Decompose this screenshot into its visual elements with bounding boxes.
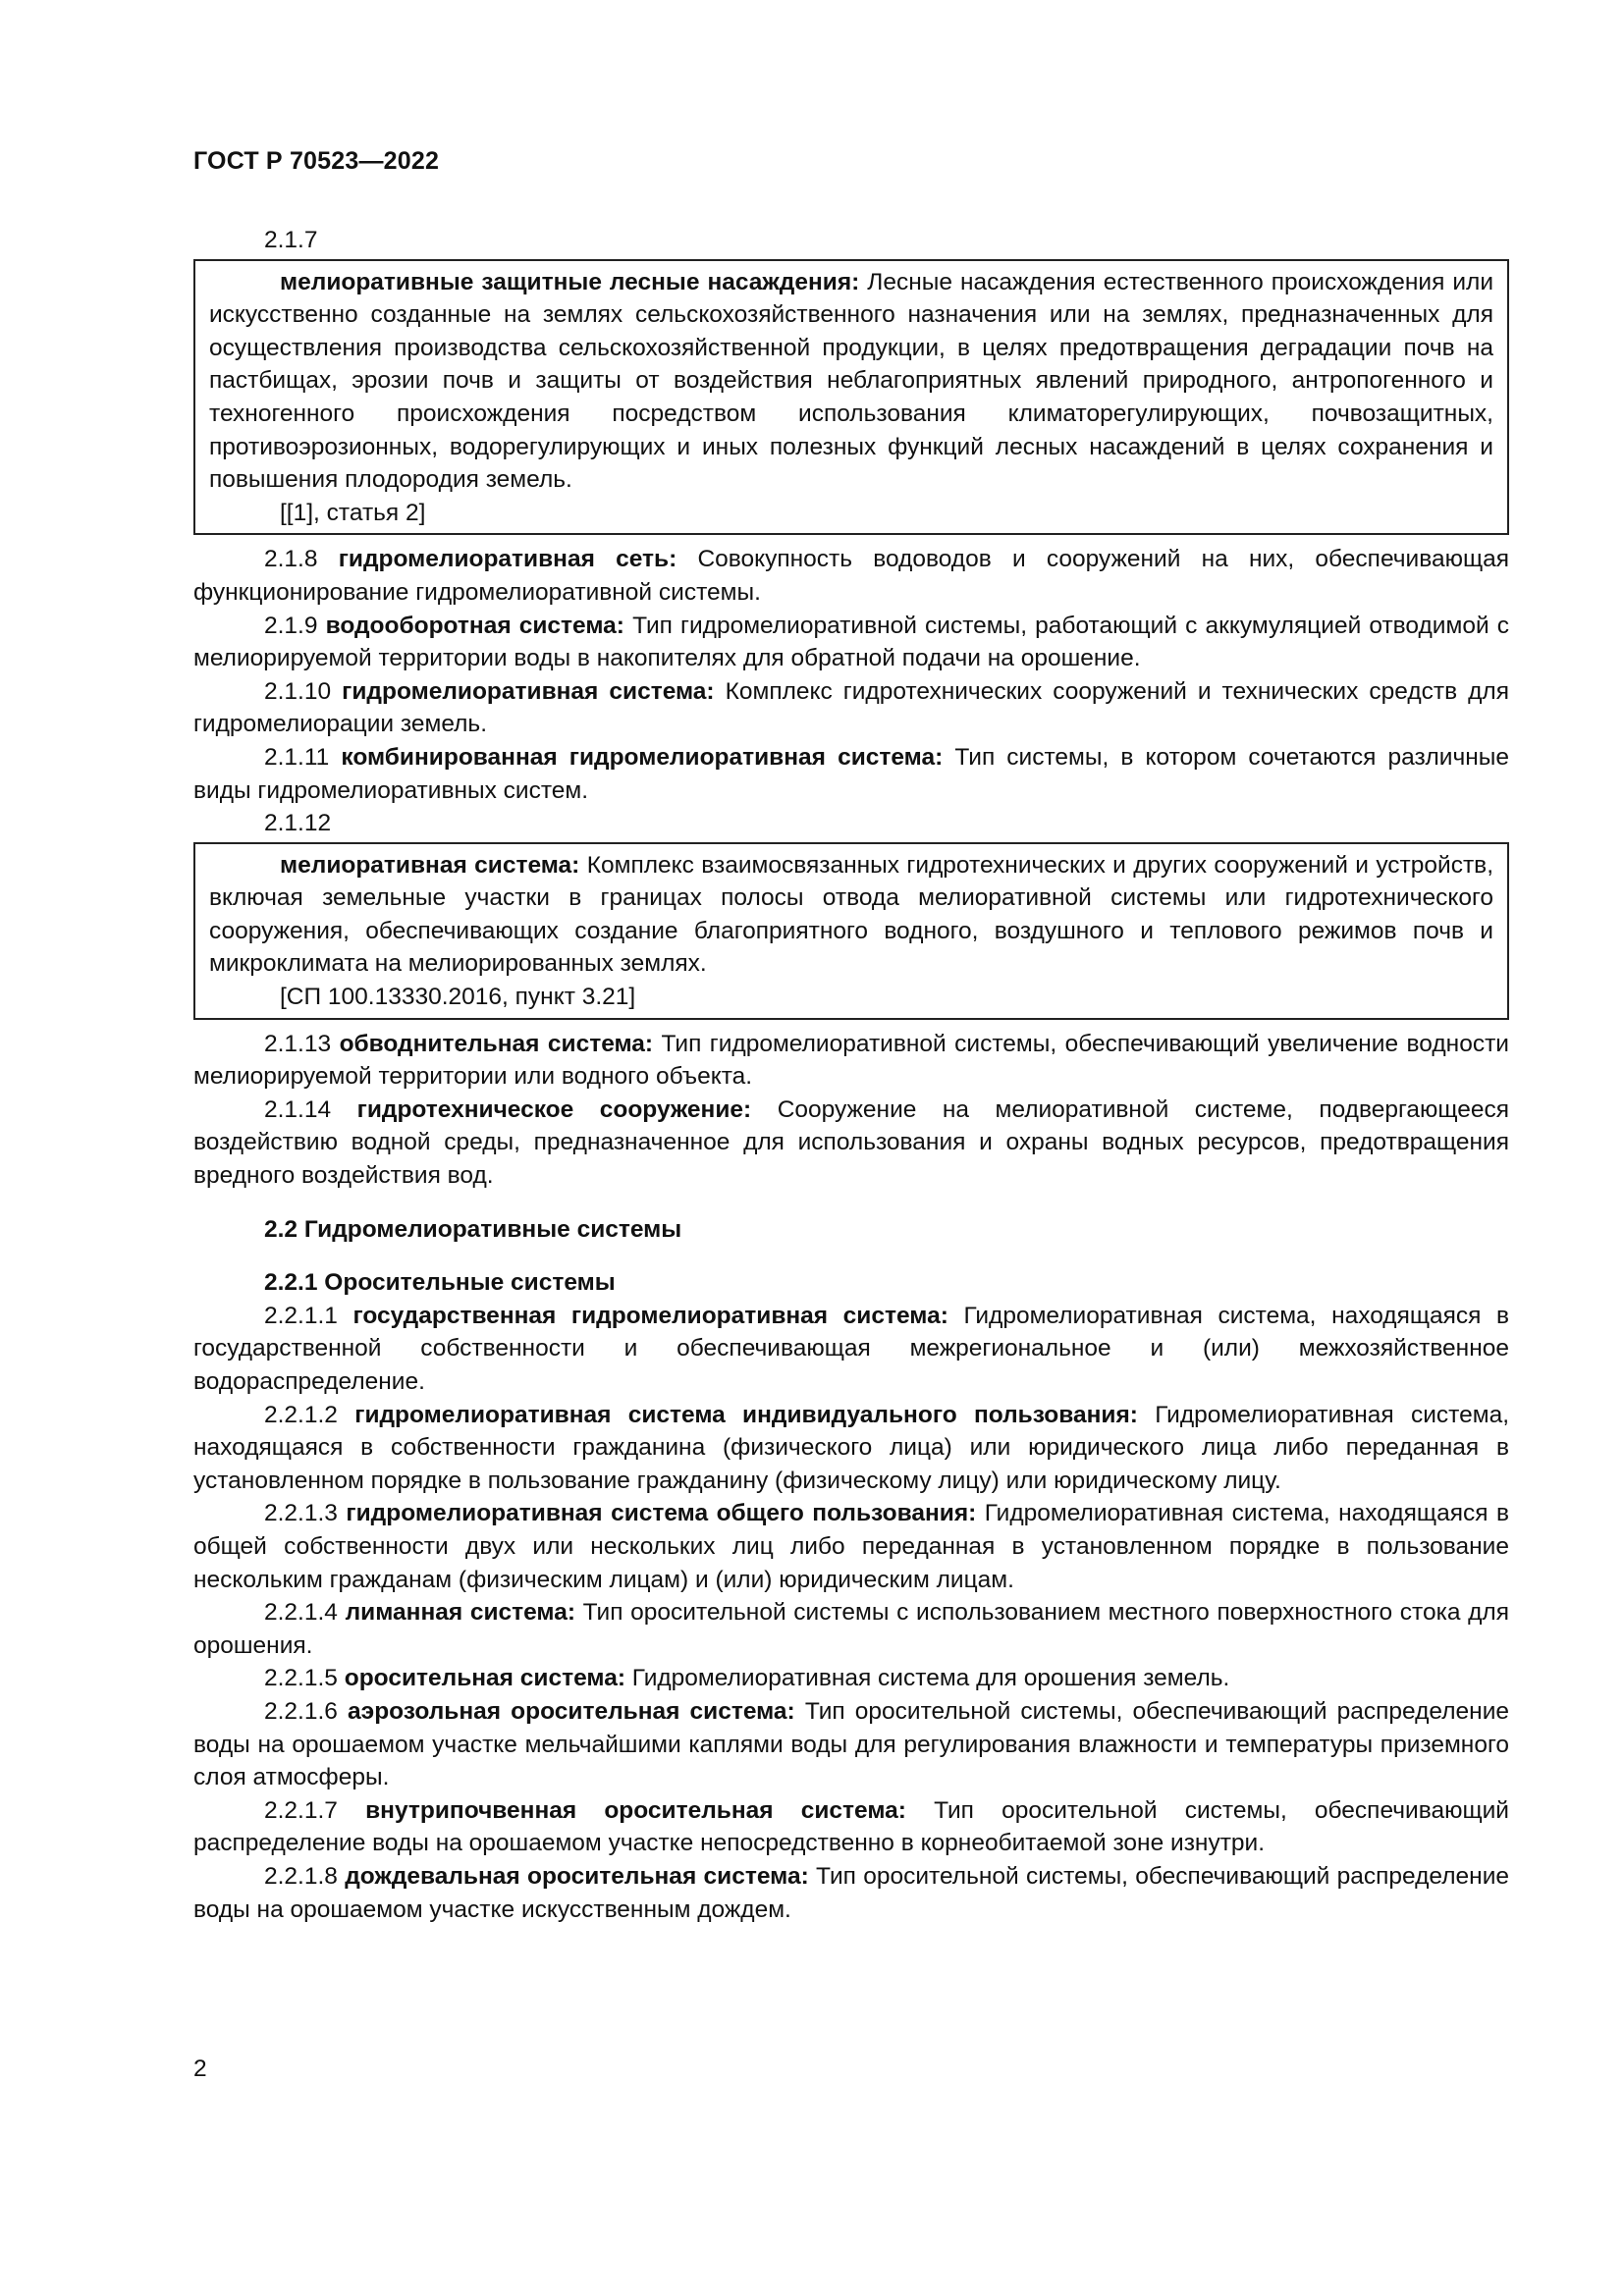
term-text: Гидромелиоративная система для орошения земель. [625, 1665, 1230, 1692]
section-heading: 2.2 Гидромелиоративные системы [264, 1215, 682, 1243]
term-title: внутрипочвенная оросительная система: [365, 1796, 906, 1824]
term-title: мелиоративные защитные лесные насаждения: [280, 268, 860, 295]
term-number: 2.2.1.7 [264, 1796, 338, 1824]
term-text: Тип оросительной системы, обеспечивающий распределение воды на орошаемом участке искусственным дождем. [193, 1862, 1510, 1923]
quoted-definition-box [193, 842, 1509, 1020]
term-text: Тип оросительной системы, обеспечивающий распределение воды на орошаемом участке непосредственно в корнеобитаемой зоне изнутри. [193, 1796, 1509, 1857]
term-number: 2.2.1.1 [264, 1302, 338, 1329]
term-entry [193, 1300, 1509, 1399]
subsection-heading: 2.2.1 Оросительные системы [264, 1269, 616, 1297]
term-number: 2.1.10 [264, 677, 332, 705]
term-title: лиманная система: [345, 1599, 576, 1627]
term-text: Тип гидромелиоративной системы, работающий с аккумуляцией отводимой с мелиорируемой территории воды в накопителях для обратной подачи на орошение. [193, 612, 1510, 672]
term-title: гидромелиоративная сеть: [338, 546, 677, 573]
term-text: Тип системы, в котором сочетаются различные виды гидромелиоративных систем. [193, 743, 1509, 804]
definition-source: [СП 100.13330.2016, пункт 3.21] [280, 984, 636, 1011]
term-number: 2.2.1.2 [264, 1401, 338, 1428]
term-entry [193, 610, 1509, 675]
term-definition [209, 849, 1493, 981]
term-text: Тип оросительной системы с использованием местного поверхностного стока для орошения. [193, 1599, 1509, 1659]
term-text: Лесные насаждения естественного происхождения или искусственно созданные на землях сельскохозяйственного назначения или на землях, предназначенных для осуществления производства сельскохозяйственной продукции, в целях предотвращения деградации почв на пастбищах, эрозии почв и защиты от воздействия неблагоприятных явлений природного, антропогенного и техногенного происхождения посредством использования климаторегулирующих, почвозащитных, противоэрозионных, водорегулирующих и иных полезных функций лесных насаждений в целях сохранения и повышения плодородия земель. [209, 268, 1494, 494]
term-title: гидромелиоративная система: [342, 677, 715, 705]
term-number: 2.1.9 [264, 612, 318, 639]
term-title: комбинированная гидромелиоративная система: [341, 743, 944, 771]
term-number: 2.2.1.8 [264, 1862, 338, 1890]
term-title: гидромелиоративная система общего пользования: [346, 1500, 977, 1527]
term-number: 2.1.12 [264, 810, 332, 837]
term-text: Тип оросительной системы, обеспечивающий распределение воды на орошаемом участке мельчайшими каплями воды для регулирования влажности и температуры приземного слоя атмосферы. [193, 1697, 1510, 1791]
term-title: обводнительная система: [339, 1030, 654, 1057]
term-number: 2.1.14 [264, 1095, 332, 1123]
term-title: дождевальная оросительная система: [345, 1862, 809, 1890]
term-entry [193, 675, 1509, 741]
term-number: 2.2.1.6 [264, 1697, 338, 1725]
term-text: Гидромелиоративная система, находящаяся в государственной собственности и обеспечивающая межрегиональное и (или) межхозяйственное водораспределение. [193, 1302, 1509, 1395]
term-entry [193, 1094, 1509, 1193]
term-number: 2.1.13 [264, 1030, 332, 1057]
term-text: Комплекс взаимосвязанных гидротехнических и других сооружений и устройств, включая земельные участки в границах полосы отвода мелиоративной системы или гидротехнического сооружения, обеспечивающих создание благоприятного водного, воздушного и теплового режимов почв и микроклимата на мелиорированных землях. [209, 851, 1494, 978]
term-entry [193, 741, 1509, 807]
term-title: гидротехническое сооружение: [356, 1095, 752, 1123]
page-number: 2 [193, 2056, 207, 2082]
term-entry [193, 1662, 1509, 1695]
term-entry [193, 1695, 1509, 1794]
term-entry [193, 1794, 1509, 1860]
term-number: 2.2.1.3 [264, 1500, 338, 1527]
term-title: государственная гидромелиоративная система: [352, 1302, 948, 1329]
term-definition [209, 266, 1493, 497]
term-text: Комплекс гидротехнических сооружений и технических средств для гидромелиорации земель. [193, 677, 1509, 738]
term-text: Гидромелиоративная система, находящаяся в общей собственности двух или нескольких лиц либо переданная в установленном порядке в пользование нескольким гражданам (физическим лицам) и (или) юридическим лицам. [193, 1500, 1509, 1593]
document-header: ГОСТ Р 70523—2022 [193, 147, 440, 175]
term-title: водооборотная система: [325, 612, 624, 639]
term-title: гидромелиоративная система индивидуального пользования: [354, 1401, 1138, 1428]
term-title: мелиоративная система: [280, 851, 580, 879]
term-entry [193, 1028, 1509, 1094]
term-number: 2.1.8 [264, 546, 318, 573]
quoted-definition-box [193, 259, 1509, 536]
term-text: Тип гидромелиоративной системы, обеспечивающий увеличение водности мелиорируемой территории или водного объекта. [193, 1030, 1509, 1091]
term-text: Сооружение на мелиоративной системе, подвергающееся воздействию водной среды, предназначенное для использования и охраны водных ресурсов, предотвращения вредного воздействия вод. [193, 1095, 1510, 1190]
term-title: аэрозольная оросительная система: [348, 1697, 795, 1725]
term-entry [193, 1860, 1509, 1926]
term-entry [193, 1399, 1509, 1498]
term-number: 2.1.7 [264, 227, 318, 253]
term-entry [193, 543, 1509, 609]
term-entry [193, 1596, 1509, 1662]
term-number: 2.2.1.4 [264, 1599, 338, 1627]
term-entry [193, 1497, 1509, 1596]
term-text: Совокупность водоводов и сооружений на них, обеспечивающая функционирование гидромелиоративной системы. [193, 546, 1509, 606]
term-number: 2.1.11 [264, 743, 330, 771]
term-number: 2.2.1.5 [264, 1665, 338, 1692]
document-body [193, 224, 1509, 1926]
term-title: оросительная система: [344, 1665, 625, 1692]
definition-source: [[1], статья 2] [280, 499, 426, 526]
term-text: Гидромелиоративная система, находящаяся в собственности гражданина (физического лица) или юридического лица либо переданная в установленном порядке в пользование гражданину (физическому лицу) или юридическому лицу. [193, 1401, 1510, 1494]
